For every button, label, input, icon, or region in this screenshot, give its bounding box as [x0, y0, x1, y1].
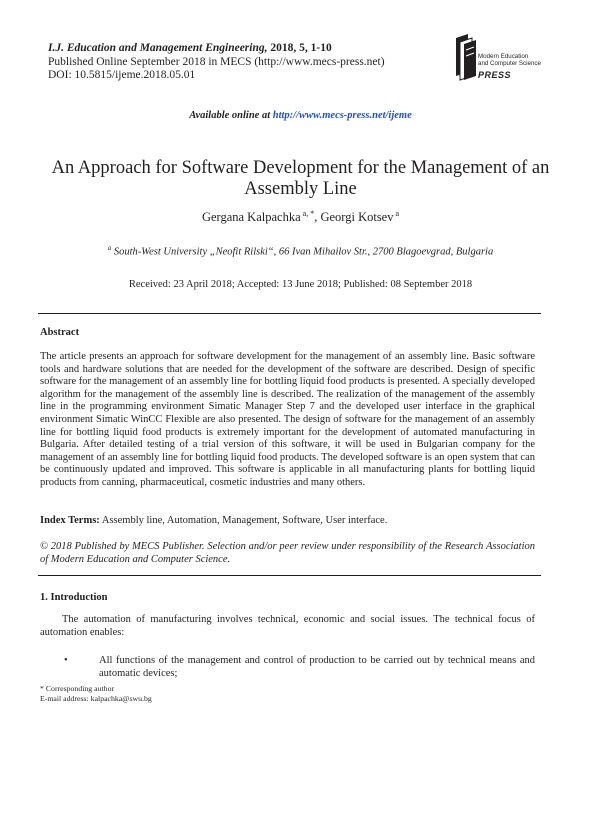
publisher-logo — [454, 30, 554, 92]
divider-bottom — [38, 575, 541, 576]
availability-line — [0, 110, 601, 121]
bullet-text: All functions of the management and control of production to be carried out by technical means and automatic devices; — [99, 655, 535, 679]
logo-text — [478, 54, 541, 68]
index-terms — [40, 515, 535, 528]
divider-top — [38, 313, 541, 314]
index-terms-values: Assembly line, Automation, Management, Software, User interface. — [99, 515, 388, 526]
affiliation-mark: a — [107, 244, 112, 252]
article-title: An Approach for Software Development for the Management of an Assembly Line — [51, 158, 550, 199]
published-online: Published Online September 2018 in MECS (http://www.mecs-press.net) — [48, 55, 385, 68]
index-terms-label: Index Terms: — [40, 515, 100, 526]
journal-issue: 2018, 5, 1-10 — [267, 42, 332, 54]
logo-press: PRESS — [478, 70, 512, 80]
author-1-marks: a, * — [300, 209, 315, 218]
introduction-text: The automation of manufacturing involves technical, economic and social issues. The technical focus of automation enables: — [40, 614, 535, 638]
author-1: Gergana Kalpachka — [201, 210, 301, 225]
journal-url-link[interactable]: http://www.mecs-press.net/ijeme — [272, 110, 412, 121]
author-2-marks: a — [393, 209, 400, 218]
authors-line — [0, 209, 601, 225]
introduction-body — [40, 614, 535, 639]
journal-citation — [48, 42, 385, 56]
abstract-body: The article presents an approach for software development for the management of an assembly line. Basic software tools and hardware solutions that are needed for the development of the software are described. Design of specific software for the management of an assembly line for bottling liquid food products is presented. A specially developed algorithm for the management of the assembly line is described. The realization of the management of the assembly line in the programming environment Simatic Manager Step 7 and the developed user interface in the graphical environment Simatic WinCC Flexible are also presented. The design of software for the management of an assembly line for bottling liquid food products is extremely important for the development of automated manufacturing in Bulgaria. After detailed testing of a trial version of this software, it will be used in Bulgarian company for the management of an assembly line for bottling liquid food products. The developed software is an open system that can be continuously updated and improved. This software is applicable in all manufacturing plants for bottling liquid products from canning, pharmaceutical, cosmetic industries and many others. — [40, 351, 535, 488]
journal-title: I.J. Education and Management Engineering, — [48, 42, 268, 54]
introduction-heading: 1. Introduction — [40, 592, 108, 603]
availability-label: Available online at — [189, 110, 273, 121]
copyright-notice: © 2018 Published by MECS Publisher. Selection and/or peer review under responsibility of the Research Association of Modern Education and Computer Science. — [40, 541, 535, 565]
logo-line-1: Modern Education — [478, 53, 529, 60]
logo-line-2: and Computer Science — [478, 59, 541, 67]
footnote-corresponding: * Corresponding author — [40, 684, 115, 693]
affiliation-text: South-West University „Neofit Rilski“, 66 Ivan Mihailov Str., 2700 Blagoevgrad, Bulgaria — [111, 246, 494, 258]
author-separator: , Georgi Kotsev — [314, 210, 394, 225]
bullet-dot: • — [64, 655, 68, 666]
publication-dates: Received: 23 April 2018; Accepted: 13 June 2018; Published: 08 September 2018 — [128, 279, 473, 290]
footnote-email: E-mail address: kalpachka@swu.bg — [40, 694, 152, 703]
doi: DOI: 10.5815/ijeme.2018.05.01 — [48, 69, 196, 81]
journal-header — [48, 42, 385, 83]
book-stack-icon — [454, 32, 480, 82]
affiliation — [0, 244, 601, 258]
abstract-heading: Abstract — [40, 327, 80, 338]
